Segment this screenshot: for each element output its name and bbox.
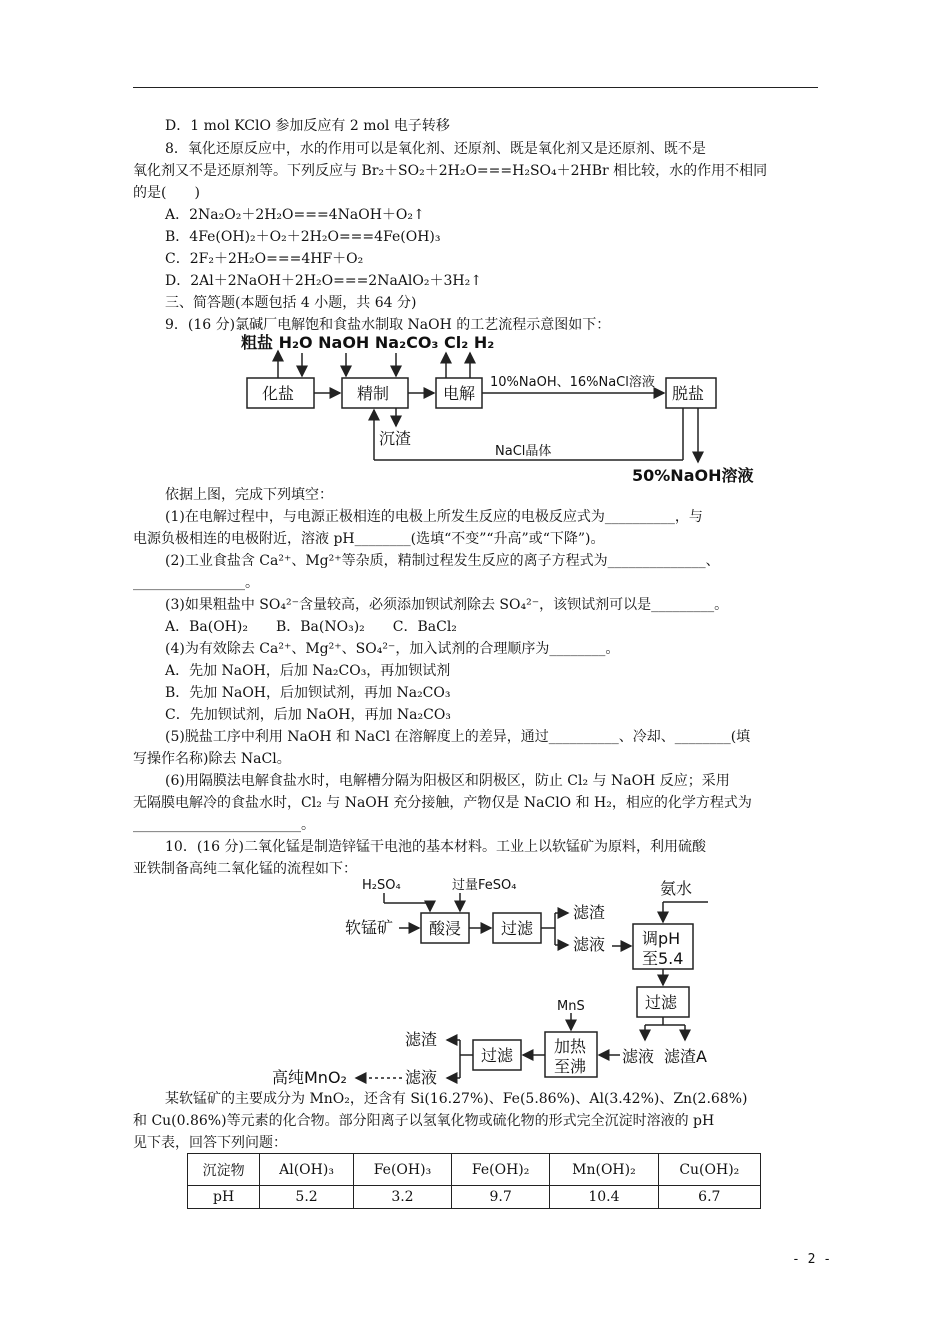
q9-2-b: ________________。 [133,575,259,591]
q10-text-2: 和 Cu(0.86%)等元素的化合物。部分阳离子以氢氧化物或硫化物的形式完全沉淀时溶液的 pH [133,1113,715,1129]
table-cell: 5.2 [260,1186,354,1209]
box-desalt [666,378,716,408]
q8-option-c: C．2F₂＋2H₂O===4HF＋O₂ [165,251,364,267]
table-cell: pH [188,1186,260,1209]
table-header: Cu(OH)₂ [658,1154,760,1186]
flow10-adjust-ph-1: 调pH [642,929,681,948]
flow9-stream-label: 10%NaOH、16%NaCl溶液 [490,375,655,390]
q10-text-3: 见下表，回答下列问题： [133,1135,287,1151]
q9-5-b: 写操作名称)除去 NaCl。 [133,751,291,767]
q9-6-b: 无隔膜电解冷的食盐水时，Cl₂ 与 NaOH 充分接触，产物仅是 NaClO 和 H₂，相应的化学方程式为 [133,795,752,811]
q9-4-option-c: C．先加钡试剂，后加 NaOH，再加 Na₂CO₃ [165,707,451,723]
flow10-residue-a: 滤渣A [664,1047,707,1066]
table-header: Fe(OH)₃ [353,1154,451,1186]
flow9-box2-label: 精制 [357,384,390,403]
q10-stem-2: 亚铁制备高纯二氧化锰的流程如下： [133,861,357,877]
box-acid-leach [421,913,469,943]
q8-stem-3: 的是( ) [133,185,200,201]
q9-2-a: (2)工业食盐含 Ca²⁺、Mg²⁺等杂质，精制过程发生反应的离子方程式为______________、 [165,553,720,569]
flow10-slag3: 滤渣 [405,1030,438,1049]
table-header: Mn(OH)₂ [550,1154,658,1186]
q9-5-a: (5)脱盐工序中利用 NaOH 和 NaCl 在溶解度上的差异，通过__________、冷却、________(填 [165,729,751,745]
table-cell: 9.7 [452,1186,550,1209]
flow10-product: 高纯MnO₂ [272,1068,347,1087]
box-refine [342,378,408,408]
flow10-filtrate1: 滤液 [573,935,606,954]
q9-6-a: (6)用隔膜法电解食盐水时，电解槽分隔为阳极区和阴极区，防止 Cl₂ 与 NaOH 反应；采用 [165,773,730,789]
table-cell: 10.4 [550,1186,658,1209]
q9-stem: 9．(16 分)氯碱厂电解饱和食盐水制取 NaOH 的工艺流程示意图如下： [165,317,611,333]
flow10-filtrate2: 滤液 [622,1047,655,1066]
header-rule [133,87,818,88]
q9-4: (4)为有效除去 Ca²⁺、Mg²⁺、SO₄²⁻，加入试剂的合理顺序为________。 [165,641,620,657]
table-cell: 6.7 [658,1186,760,1209]
q10-text-1: 某软锰矿的主要成分为 MnO₂，还含有 Si(16.27%)、Fe(5.86%)、Al(3.42%)、Zn(2.68%) [165,1091,748,1107]
section-3-heading: 三、简答题(本题包括 4 小题，共 64 分) [165,295,417,311]
flow10-adjust-ph-2: 至5.4 [642,949,684,968]
ph-table [187,1153,761,1209]
flow9-box4-label: 脱盐 [672,384,705,403]
table-header: Al(OH)₃ [260,1154,354,1186]
flow10-reagent-h2so4: H₂SO₄ [362,878,401,893]
flow9-residue-label: 沉渣 [379,429,412,448]
q9-1-b: 电源负极相连的电极附近，溶液 pH________(选填“不变”“升高”或“下降”)。 [133,531,605,547]
q9-4-option-b: B．先加 NaOH，后加钡试剂，再加 Na₂CO₃ [165,685,451,701]
q9-fill-intro: 依据上图，完成下列填空： [165,487,333,503]
flow10-filtrate3: 滤液 [405,1068,438,1087]
box-filter-1 [493,913,541,943]
page-number: - 2 - [792,1252,832,1267]
flow9-recycle-label: NaCl晶体 [495,444,552,459]
table-header: Fe(OH)₂ [452,1154,550,1186]
flow10-reagent-mns: MnS [557,999,585,1014]
box-heat [545,1032,597,1077]
box-filter-3 [473,1040,521,1070]
flow10-ammonia: 氨水 [660,879,693,898]
q8-option-a: A．2Na₂O₂＋2H₂O===4NaOH＋O₂↑ [165,207,425,223]
table-cell: 3.2 [353,1186,451,1209]
flow10-heat-1: 加热 [554,1037,587,1056]
q9-4-option-a: A．先加 NaOH，后加 Na₂CO₃，再加钡试剂 [165,663,451,679]
q9-1-a: (1)在电解过程中，与电源正极相连的电极上所发生反应的电极反应式为__________，与 [165,509,703,525]
flow9-inputs: 粗盐 H₂O NaOH Na₂CO₃ Cl₂ H₂ [241,333,495,352]
q10-stem-1: 10．(16 分)二氧化锰是制造锌锰干电池的基本材料。工业上以软锰矿为原料，利用硫酸 [165,839,707,855]
q9-3: (3)如果粗盐中 SO₄²⁻含量较高，必须添加钡试剂除去 SO₄²⁻，该钡试剂可以是_________。 [165,597,729,613]
flow10-acid-leach-label: 酸浸 [429,919,462,938]
box-electrolysis [436,378,482,408]
q8-stem-1: 8．氧化还原反应中，水的作用可以是氧化剂、还原剂、既是氧化剂又是还原剂、既不是 [165,141,706,157]
q8-option-d: D．2Al＋2NaOH＋2H₂O===2NaAlO₂＋3H₂↑ [165,273,482,289]
flow10-slag1: 滤渣 [573,903,606,922]
flow10-filter3-label: 过滤 [481,1046,514,1065]
flow9-box1-label: 化盐 [262,384,295,403]
box-dissolve [247,378,314,408]
flow10-reagent-feso4: 过量FeSO₄ [452,878,517,893]
table-header: 沉淀物 [188,1154,260,1186]
box-adjust-ph [633,924,693,969]
flow9-product-label: 50%NaOH溶液 [632,466,754,485]
q8-stem-2: 氧化剂又不是还原剂等。下列反应与 Br₂＋SO₂＋2H₂O===H₂SO₄＋2HBr 相比较，水的作用不相同 [133,163,768,179]
q7-option-d: D．1 mol KClO 参加反应有 2 mol 电子转移 [165,118,450,134]
q9-6-c: ________________________。 [133,817,315,833]
box-filter-2 [637,987,689,1017]
flow10-filter1-label: 过滤 [501,919,534,938]
flow10-heat-2: 至沸 [554,1057,587,1076]
q9-3-options: A．Ba(OH)₂ B．Ba(NO₃)₂ C．BaCl₂ [165,619,457,635]
flow10-filter2-label: 过滤 [645,993,678,1012]
flow9-box3-label: 电解 [443,384,476,403]
q8-option-b: B．4Fe(OH)₂＋O₂＋2H₂O===4Fe(OH)₃ [165,229,441,245]
flow10-ore: 软锰矿 [345,918,394,937]
